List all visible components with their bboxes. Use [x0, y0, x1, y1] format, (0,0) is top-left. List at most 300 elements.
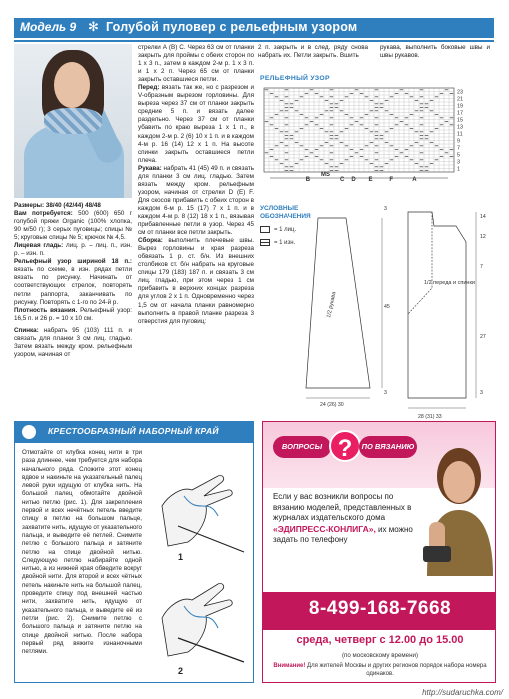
purl-mark: [345, 128, 349, 129]
schematic-svg: [300, 198, 496, 424]
purl-mark: [420, 124, 424, 125]
question-icon: ?: [329, 430, 361, 462]
crossstitch-text: Отмотайте от клубка конец нити в три раза длиннее, чем требуется для набора начального ряда. Сложите этот конец вдвое и накиньте на указательный палец левой руки идущую от клубка нить. На большой палец обмотайте двойной нитью петлю (рис. 1). Для закрепления первой и всех нечётных петель введите спицу в петлю на большом пальце, захватите нить, идущую от указательного пальца, и выведите её петлей. Снимите петлю с большого пальца и затяните петлю на спице двойной нитью. Следующую петлю набирайте одной нитью, а из нижней края обведите вокруг двойной нити. Для второй и всех чётных петель накиньте нить на большой палец, проведите спицу под внешней частью нити, захватите нить, идущую от указательного пальца, и выведите её из петли (рис. 2). Снимите петлю с большого пальца и затяните петлю на спице двойной нитью. После набора первый ряд вяжите изнаночными петлями.: [22, 449, 142, 656]
purl-mark: [350, 93, 354, 94]
row-number: 15: [457, 117, 463, 124]
purl-mark: [390, 96, 394, 97]
purl-mark: [330, 96, 334, 97]
instructions-col-1: Размеры: 38/40 (42/44) 48/48 Вам потребуется: 500 (600) 650 г голубой пряжи Organic (100% хлопка, 90 м/50 г); 3 серых пуговицы; спицы № 5; круговые спицы № 5; крючок № 4,5. Лицевая гладь: лиц. р. – лиц. п., изн. р. – изн. п. Рельефный узор шириной 18 п.: вязать по схеме, в изн. рядах петли вязать по рисунку. Начинать от соответствующих стрелок, повторять петли раппорта, заканчивать по рисунку. Повторять с 1-го по 24-й р. Плотность вязания. Рельефный узор: 16,5 п. и 26 р. = 10 х 10 см. Спинка: набрать 95 (103) 111 п. и связать для планки 3 см лиц. гладью. Затем вязать между кром. рельефным узором, начиная от: [14, 202, 133, 358]
purl-mark: [410, 159, 414, 160]
purl-mark: [420, 152, 424, 153]
purl-mark: [375, 159, 379, 160]
purl-mark: [295, 110, 299, 111]
purl-mark: [380, 135, 384, 136]
purl-mark: [410, 145, 414, 146]
purl-mark: [395, 124, 399, 125]
row-number: 21: [457, 96, 463, 103]
fig-2-label: 2: [178, 666, 184, 676]
purl-mark: [330, 117, 334, 118]
purl-mark: [365, 159, 369, 160]
purl-mark: [275, 128, 279, 129]
row-number: 23: [457, 89, 463, 96]
purl-mark: [330, 135, 334, 136]
purl-mark: [420, 131, 424, 132]
purl-mark: [385, 110, 389, 111]
svg-text:14: 14: [480, 214, 486, 220]
purl-mark: [340, 110, 344, 111]
purl-mark: [355, 152, 359, 153]
purl-mark: [345, 114, 349, 115]
row-number: 19: [457, 103, 463, 110]
purl-mark: [420, 107, 424, 108]
sleeve-shape: [306, 218, 370, 388]
purl-mark: [360, 93, 364, 94]
legend-title: УСЛОВНЫЕ ОБОЗНАЧЕНИЯ: [260, 205, 311, 220]
purl-mark: [420, 135, 424, 136]
purl-mark: [425, 138, 429, 139]
purl-mark: [345, 145, 349, 146]
relief-pattern-chart: [262, 86, 480, 182]
purl-mark: [380, 107, 384, 108]
rapport-label: MS: [321, 172, 330, 178]
purl-mark: [375, 145, 379, 146]
purl-mark: [325, 100, 329, 101]
purl-mark: [430, 142, 434, 143]
row-number: 3: [457, 159, 460, 166]
purl-mark: [385, 131, 389, 132]
purl-mark: [370, 131, 374, 132]
purl-mark: [375, 107, 379, 108]
purl-mark: [290, 103, 294, 104]
purl-mark: [280, 110, 284, 111]
purl-mark: [285, 117, 289, 118]
purl-mark: [375, 170, 379, 171]
purl-mark: [315, 93, 319, 94]
ad-bubble-left: ВОПРОСЫ: [273, 436, 331, 458]
purl-mark: [285, 135, 289, 136]
chart-title: РЕЛЬЕФНЫЙ УЗОР: [260, 75, 330, 82]
purl-mark: [370, 142, 374, 143]
purl-mark: [340, 100, 344, 101]
svg-text:3: 3: [384, 206, 387, 212]
purl-mark: [365, 114, 369, 115]
instructions-col-4: рукава, выполнить боковые швы и швы рукавов.: [380, 44, 490, 60]
purl-mark: [450, 156, 454, 157]
sleeve-label: 1/2 рукава: [326, 291, 338, 319]
purl-mark: [265, 89, 269, 90]
model-number: Модель 9: [20, 20, 77, 34]
row-number: 13: [457, 124, 463, 131]
phone-band: [263, 592, 496, 630]
purl-mark: [410, 128, 414, 129]
purl-mark: [355, 121, 359, 122]
purl-mark: [345, 159, 349, 160]
purl-mark: [275, 114, 279, 115]
purl-mark: [415, 142, 419, 143]
purl-mark: [440, 93, 444, 94]
purl-mark: [435, 128, 439, 129]
purl-mark: [330, 152, 334, 153]
purl-mark: [360, 156, 364, 157]
purl-mark: [365, 96, 369, 97]
arrow-label: C: [340, 177, 345, 182]
purl-mark: [330, 110, 334, 111]
crossstitch-title: КРЕСТООБРАЗНЫЙ НАБОРНЫЙ КРАЙ: [48, 426, 219, 436]
row-number: 17: [457, 110, 463, 117]
pattern-schematic: [300, 198, 496, 424]
ad-message: Если у вас возникли вопросы по вязанию моделей, представленных в журналах издательского дома «ЭДИПРЕСС-КОНЛИГА», их можно задать по телефону: [273, 492, 413, 545]
svg-text:28 (31) 33: 28 (31) 33: [418, 414, 442, 420]
purl-mark: [270, 117, 274, 118]
purl-mark: [330, 107, 334, 108]
purl-mark: [350, 124, 354, 125]
purl-mark: [280, 100, 284, 101]
purl-mark: [425, 103, 429, 104]
purl-mark: [415, 163, 419, 164]
purl-mark: [335, 170, 339, 171]
purl-mark: [350, 156, 354, 157]
purl-mark: [330, 138, 334, 139]
purl-mark: [435, 159, 439, 160]
svg-text:12: 12: [480, 234, 486, 240]
purl-mark: [315, 149, 319, 150]
purl-mark: [380, 138, 384, 139]
row-number: 11: [457, 131, 463, 138]
purl-mark: [400, 152, 404, 153]
purl-mark: [370, 163, 374, 164]
purl-mark: [390, 114, 394, 115]
purl-mark: [420, 145, 424, 146]
purl-mark: [425, 170, 429, 171]
purl-mark: [400, 121, 404, 122]
page-footer: [0, 688, 509, 699]
purl-mark: [325, 131, 329, 132]
hands-svg: [148, 456, 250, 680]
purl-mark: [375, 135, 379, 136]
purl-mark: [290, 107, 294, 108]
purl-mark: [315, 156, 319, 157]
purl-mark: [390, 159, 394, 160]
purl-mark: [375, 110, 379, 111]
purl-mark: [335, 166, 339, 167]
purl-mark: [420, 110, 424, 111]
purl-mark: [280, 131, 284, 132]
purl-mark: [365, 128, 369, 129]
title-bar: [14, 18, 494, 38]
hand-illustrations: [148, 456, 250, 680]
purl-mark: [335, 135, 339, 136]
page-header: [0, 0, 509, 40]
purl-mark: [375, 96, 379, 97]
purl-mark: [445, 121, 449, 122]
purl-mark: [425, 135, 429, 136]
purl-mark: [340, 163, 344, 164]
timezone-note: (по московскому времени): [341, 652, 419, 659]
purl-mark: [315, 124, 319, 125]
purl-mark: [355, 89, 359, 90]
purl-mark: [320, 159, 324, 160]
purl-mark: [280, 163, 284, 164]
arrow-label: B: [305, 177, 311, 182]
svg-text:24 (26) 30: 24 (26) 30: [320, 402, 344, 408]
purl-mark: [285, 131, 289, 132]
star-icon: ✻: [88, 19, 99, 34]
purl-mark: [420, 159, 424, 160]
purl-mark: [280, 142, 284, 143]
purl-mark: [320, 145, 324, 146]
purl-mark: [295, 142, 299, 143]
legend-item-knit: = 1 лиц.: [260, 226, 320, 233]
purl-mark: [285, 138, 289, 139]
svg-text:3: 3: [384, 390, 387, 396]
purl-mark: [305, 156, 309, 157]
svg-text:3: 3: [480, 390, 483, 396]
purl-mark: [340, 142, 344, 143]
purl-mark: [330, 159, 334, 160]
purl-mark: [450, 149, 454, 150]
header-rule: [14, 40, 494, 42]
purl-mark: [270, 93, 274, 94]
purl-mark: [330, 124, 334, 125]
purl-mark: [375, 152, 379, 153]
purl-mark: [305, 117, 309, 118]
purl-mark: [295, 131, 299, 132]
purl-mark: [345, 96, 349, 97]
purl-mark: [360, 124, 364, 125]
purl-mark: [270, 156, 274, 157]
purl-mark: [330, 103, 334, 104]
purl-mark: [270, 124, 274, 125]
purl-mark: [450, 117, 454, 118]
purl-mark: [330, 89, 334, 90]
purl-mark: [420, 89, 424, 90]
purl-mark: [300, 114, 304, 115]
purl-mark: [450, 93, 454, 94]
purl-mark: [420, 117, 424, 118]
crossstitch-header: [14, 421, 254, 443]
purl-mark: [310, 152, 314, 153]
purl-mark: [385, 142, 389, 143]
svg-text:45: 45: [384, 304, 390, 310]
purl-mark: [420, 166, 424, 167]
purl-mark: [405, 93, 409, 94]
row-number: 9: [457, 138, 460, 145]
purl-mark: [285, 96, 289, 97]
purl-mark: [375, 138, 379, 139]
purl-mark: [375, 166, 379, 167]
row-number: 1: [457, 166, 460, 173]
purl-mark: [335, 107, 339, 108]
instructions-col-3: 2 п. закрыть и в след. ряду снова набрать их. Петли закрыть. Вшить: [258, 44, 368, 60]
arrow-label: A: [412, 177, 417, 182]
purl-mark: [415, 100, 419, 101]
purl-mark: [415, 131, 419, 132]
purl-mark: [440, 124, 444, 125]
purl-mark: [410, 114, 414, 115]
fig-1-label: 1: [178, 552, 184, 562]
purl-mark: [390, 145, 394, 146]
purl-mark: [285, 103, 289, 104]
telephone-icon: [423, 546, 451, 562]
purl-mark: [385, 163, 389, 164]
front-label: 1/2 переда и спинки: [424, 280, 475, 286]
purl-mark: [430, 131, 434, 132]
purl-mark: [380, 103, 384, 104]
purl-mark: [295, 100, 299, 101]
purl-mark: [305, 124, 309, 125]
purl-mark: [275, 96, 279, 97]
purl-mark: [325, 142, 329, 143]
purl-mark: [415, 110, 419, 111]
purl-mark: [375, 131, 379, 132]
purl-mark: [290, 170, 294, 171]
purl-mark: [435, 96, 439, 97]
purl-mark: [360, 117, 364, 118]
purl-mark: [285, 124, 289, 125]
row-number: 7: [457, 145, 460, 152]
purl-mark: [445, 89, 449, 90]
purl-mark: [425, 107, 429, 108]
purl-mark: [405, 156, 409, 157]
purl-mark: [435, 114, 439, 115]
purl-mark: [420, 96, 424, 97]
hand-icon-1: [162, 475, 232, 546]
purl-mark: [445, 152, 449, 153]
purl-mark: [315, 117, 319, 118]
purl-mark: [395, 149, 399, 150]
purl-mark: [390, 128, 394, 129]
purl-mark: [300, 128, 304, 129]
purl-mark: [395, 117, 399, 118]
purl-mark: [330, 170, 334, 171]
purl-mark: [295, 163, 299, 164]
purl-mark: [265, 152, 269, 153]
purl-mark: [335, 103, 339, 104]
purl-mark: [405, 124, 409, 125]
purl-mark: [320, 114, 324, 115]
purl-mark: [275, 145, 279, 146]
operator-photo: [421, 426, 496, 576]
purl-mark: [285, 145, 289, 146]
purl-mark: [330, 145, 334, 146]
publisher-name: «ЭДИПРЕСС-КОНЛИГА»,: [273, 523, 376, 534]
purl-mark: [410, 96, 414, 97]
purl-mark: [340, 131, 344, 132]
purl-mark: [325, 110, 329, 111]
sizes: Размеры: 38/40 (42/44) 48/48: [14, 202, 101, 209]
purl-mark: [440, 149, 444, 150]
purl-mark: [305, 93, 309, 94]
page-title: Голубой пуловер с рельефным узором: [106, 20, 358, 34]
purl-mark: [350, 117, 354, 118]
purl-mark: [430, 163, 434, 164]
svg-text:27: 27: [480, 334, 486, 340]
purl-mark: [265, 121, 269, 122]
purl-mark: [300, 96, 304, 97]
arrow-label: E: [368, 177, 373, 182]
purl-mark: [400, 89, 404, 90]
instructions-col-2: стрелки А (В) С. Через 63 см от планки закрыть для проймы с обеих сторон по 1 х 3 п., затем в каждом 2-м р. 1 х 3 п. и 1 х 2 п. Через 65 см от планки закрыть оставшиеся петли. Перед: вязать так же, но с разрезом и V-образным вырезом горловины. Для выреза через 37 см от планки закрыть средние 5 п. и вязать далее раздельно. Через 37 см от планки убавить по краю выреза 1 х 1 п., в каждом 2-м р. 2 (6) 10 х 1 п. и в каждом 4-м р. 16 (14) 12 х 1 п. На высоте спинки закрыть оставшиеся петли плеча. Рукава: набрать 41 (45) 49 п. и связать для планки 3 см лиц. гладью. Затем вязать между кром. рельефным узором, начиная от стрелки D (E) F. Для скосов прибавить с обеих сторон в каждом 6-м р. 15 (17) 7 х 1 п. и в каждом 4-м р. 8 (12) 18 х 1 п., вязывая прибавленные петли в узор. Через 45 см от планки все петли закрыть. Сборка: выполнить плечевые швы. Вырез горловины и края разреза обвязать 1 р. ст. б/н. Из внешних столбиков ст. б/н набрать на круговые спицы 179 (183) 187 п. и связать 3 см лиц. гладью, при этом через 1 см прибавить в верхних концах разреза для углов 2 х 1 п. Одновременно через 1,5 см от начала планки равномерно выполнить в правой планке разреза 3 отверстия для пуговиц:: [138, 44, 255, 325]
purl-mark: [285, 89, 289, 90]
purl-mark: [435, 145, 439, 146]
purl-mark: [350, 149, 354, 150]
purl-mark: [420, 103, 424, 104]
model-photo: [14, 44, 132, 198]
purl-mark: [375, 89, 379, 90]
purl-mark: [310, 89, 314, 90]
purl-mark: [305, 149, 309, 150]
front-back-shape: [408, 212, 466, 398]
purl-mark: [320, 128, 324, 129]
purl-mark: [385, 100, 389, 101]
purl-mark: [290, 135, 294, 136]
purl-mark: [320, 96, 324, 97]
needle-icon: [22, 425, 36, 439]
purl-mark: [325, 163, 329, 164]
purl-mark: [375, 117, 379, 118]
phone-number[interactable]: 8-499-168-7668: [308, 598, 452, 619]
purl-mark: [300, 145, 304, 146]
purl-mark: [395, 93, 399, 94]
purl-mark: [310, 121, 314, 122]
row-number: 5: [457, 152, 460, 159]
purl-mark: [290, 166, 294, 167]
purl-mark: [360, 149, 364, 150]
purl-mark: [285, 107, 289, 108]
purl-mark: [440, 156, 444, 157]
call-hours: среда, четверг с 12.00 до 15.00: [296, 634, 464, 646]
purl-mark: [425, 166, 429, 167]
purl-mark: [300, 159, 304, 160]
ad-bubble-right: ПО ВЯЗАНИЮ: [359, 436, 417, 458]
purl-mark: [395, 156, 399, 157]
purl-mark: [440, 117, 444, 118]
legend-item-purl: = 1 изн.: [260, 239, 320, 246]
purl-mark: [430, 110, 434, 111]
purl-mark: [285, 170, 289, 171]
purl-mark: [330, 166, 334, 167]
purl-mark: [430, 100, 434, 101]
purl-symbol-icon: [260, 239, 270, 246]
watermark-link[interactable]: http://sudaruchka.com/: [422, 688, 503, 697]
purl-mark: [380, 170, 384, 171]
purl-mark: [380, 166, 384, 167]
arrow-label: D: [351, 177, 356, 182]
knit-symbol-icon: [260, 226, 270, 233]
purl-mark: [405, 117, 409, 118]
svg-text:7: 7: [480, 264, 483, 270]
purl-mark: [420, 138, 424, 139]
purl-mark: [450, 124, 454, 125]
arrow-label: F: [389, 177, 394, 182]
purl-mark: [290, 138, 294, 139]
purl-mark: [365, 145, 369, 146]
purl-mark: [330, 131, 334, 132]
purl-mark: [375, 103, 379, 104]
purl-mark: [420, 170, 424, 171]
purl-mark: [285, 159, 289, 160]
purl-mark: [370, 110, 374, 111]
purl-mark: [285, 152, 289, 153]
purl-mark: [275, 159, 279, 160]
purl-mark: [370, 100, 374, 101]
chart-grid: [262, 86, 480, 182]
purl-mark: [285, 166, 289, 167]
purl-mark: [405, 149, 409, 150]
purl-mark: [270, 149, 274, 150]
purl-mark: [285, 110, 289, 111]
purl-mark: [375, 124, 379, 125]
